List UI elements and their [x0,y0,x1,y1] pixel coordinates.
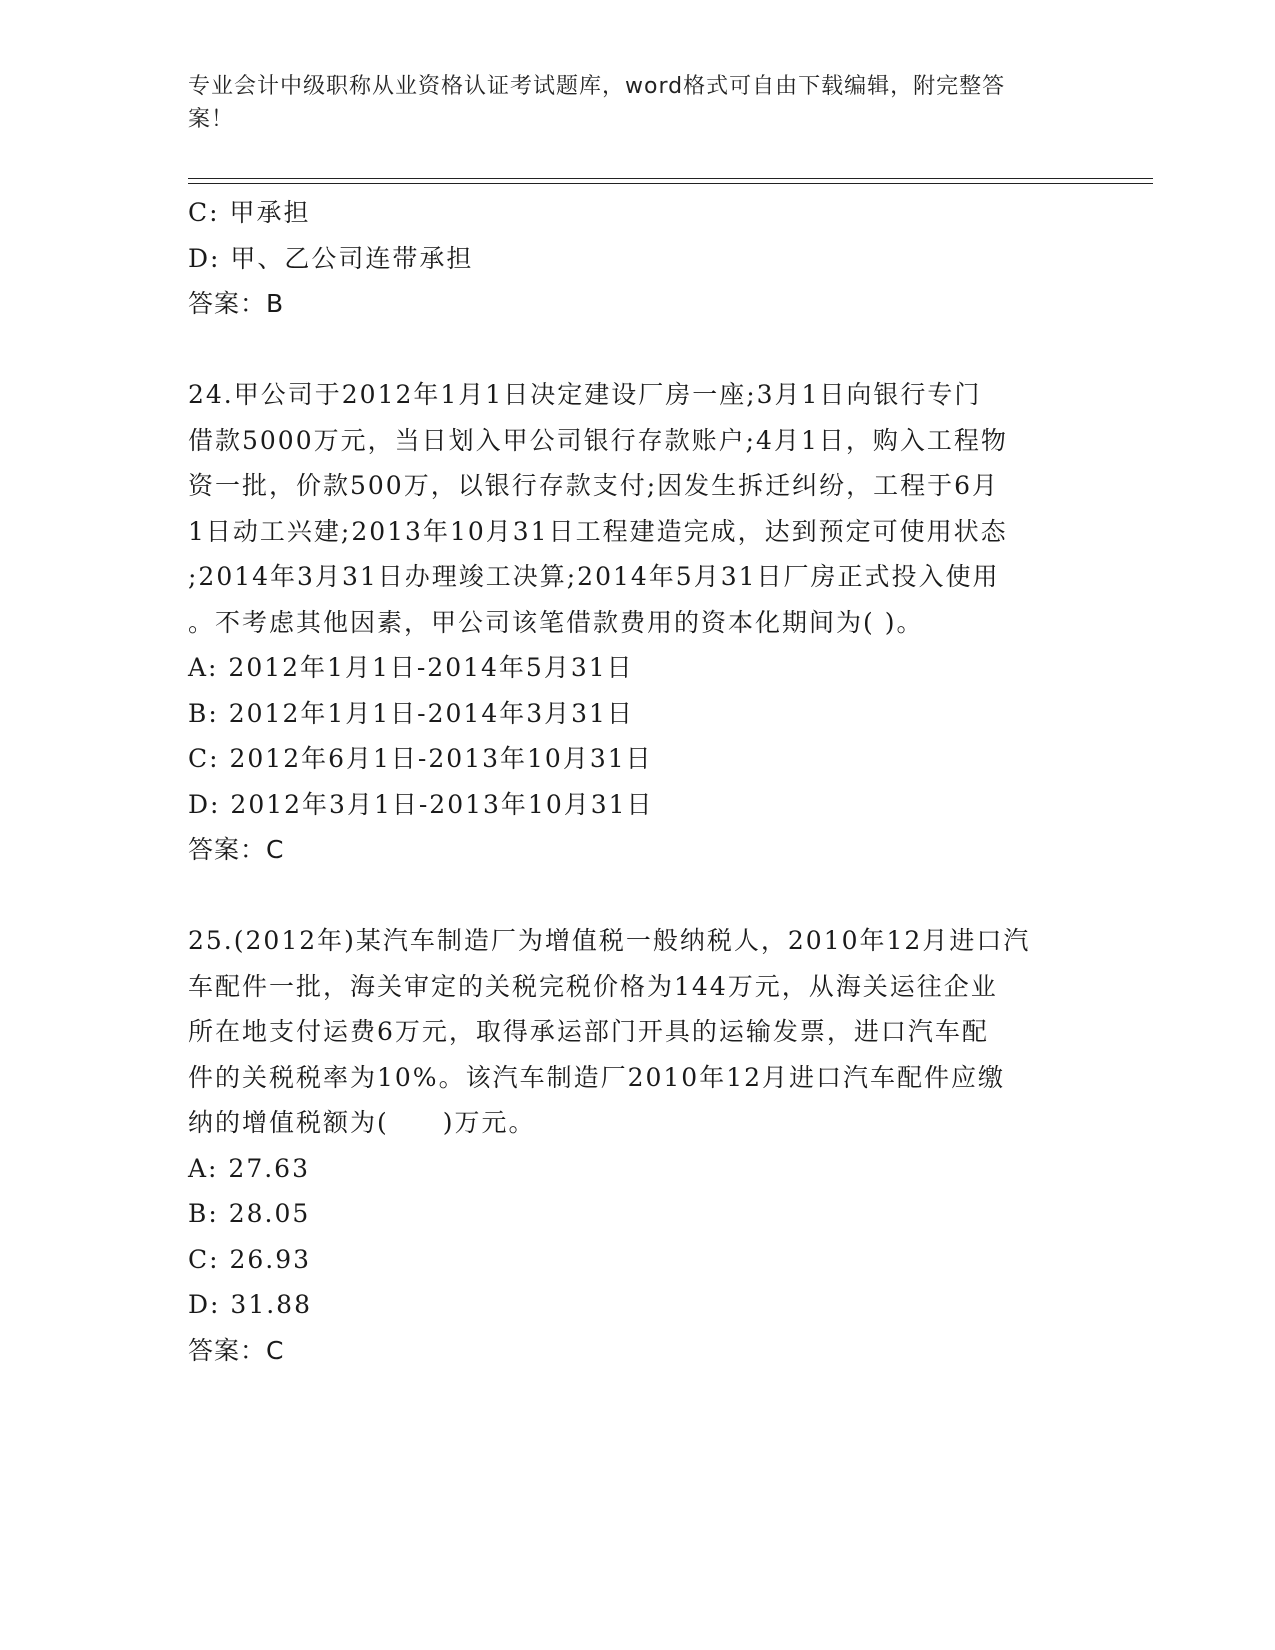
header-rule-bottom [188,183,1153,184]
page-header [188,70,1068,136]
question-stem-line: 纳的增值税额为( )万元。 [188,1108,536,1137]
question-stem-line: 1日动工兴建;2013年10月31日工程建造完成，达到预定可使用状态 [188,516,1008,546]
document-body [188,190,1088,1373]
question-stem-line: 所在地支付运费6万元，取得承运部门开具的运输发票，进口汽车配 [188,1017,989,1046]
option-c: C: 甲承担 [188,198,311,227]
option-a: A: 27.63 [188,1153,310,1183]
spacer [188,873,1088,919]
option-c: C: 2012年6月1日-2013年10月31日 [188,744,653,773]
question-23-continued [188,190,1088,327]
question-stem-line: 24.甲公司于2012年1月1日决定建设厂房一座;3月1日向银行专门 [188,380,982,409]
option-c: C: 26.93 [188,1244,312,1274]
question-24 [188,372,1088,873]
option-d: D: 31.88 [188,1290,312,1319]
answer-line: 答案：B [188,289,285,318]
option-d: D: 甲、乙公司连带承担 [188,243,474,273]
header-rule-top [188,178,1153,179]
option-a: A: 2012年1月1日-2014年5月31日 [188,653,634,682]
question-stem-line: 件的关税税率为10%。该汽车制造厂2010年12月进口汽车配件应缴 [188,1062,1006,1092]
option-b: B: 2012年1月1日-2014年3月31日 [188,698,634,728]
question-stem-line: 借款5000万元，当日划入甲公司银行存款账户;4月1日，购入工程物 [188,425,1008,455]
option-b: B: 28.05 [188,1199,311,1228]
question-stem-line: 25.(2012年)某汽车制造厂为增值税一般纳税人，2010年12月进口汽 [188,926,1031,955]
question-stem-line: 资一批，价款500万，以银行存款支付;因发生拆迁纠纷，工程于6月 [188,471,1000,500]
header-line-2: 案！ [188,107,235,132]
spacer [188,327,1088,373]
option-d: D: 2012年3月1日-2013年10月31日 [188,789,654,819]
header-line-1: 专业会计中级职称从业资格认证考试题库，word格式可自由下载编辑，附完整答 [188,74,1006,99]
question-25 [188,918,1088,1373]
question-stem-line: ;2014年3月31日办理竣工决算;2014年5月31日厂房正式投入使用 [188,562,1000,591]
question-stem-line: 。不考虑其他因素，甲公司该笔借款费用的资本化期间为( )。 [188,607,924,637]
answer-line: 答案：C [188,1335,285,1365]
question-stem-line: 车配件一批，海关审定的关税完税价格为144万元，从海关运往企业 [188,971,998,1001]
answer-line: 答案：C [188,835,285,864]
